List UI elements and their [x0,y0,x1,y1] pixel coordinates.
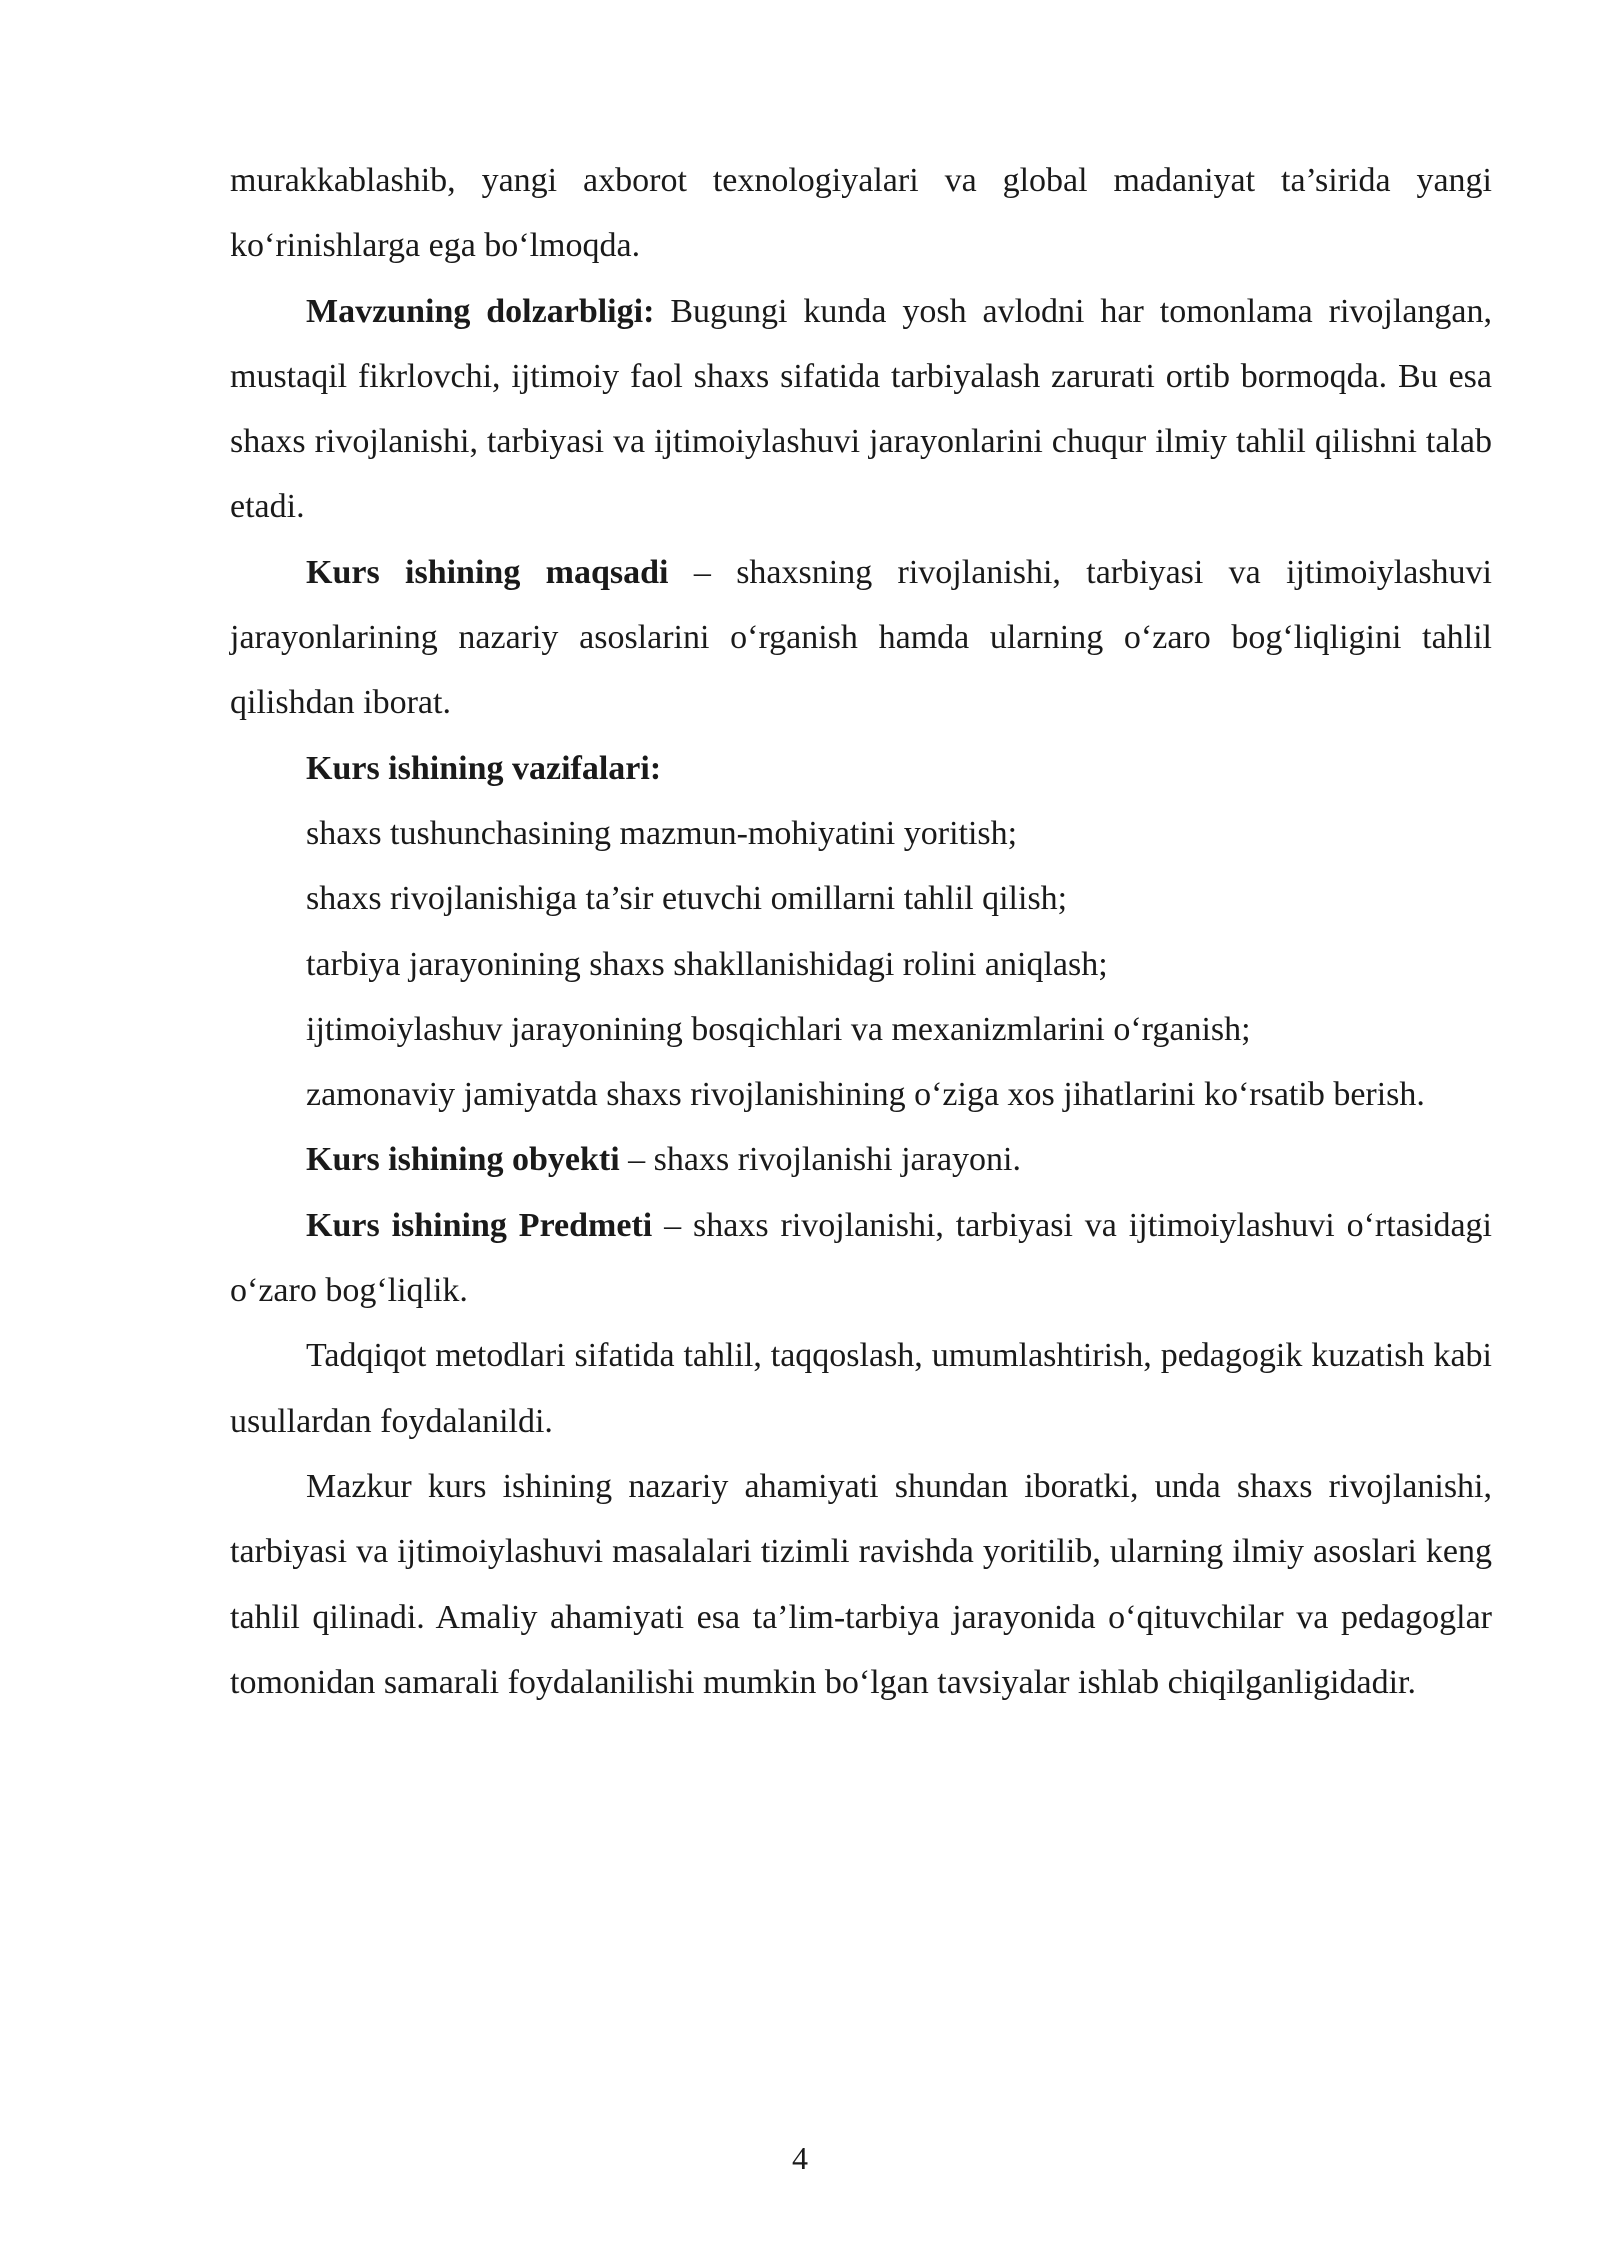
task-item: tarbiya jarayonining shaxs shakllanishidagi rolini aniqlash; [306,945,1108,983]
significance-text: Mazkur kurs ishining nazariy ahamiyati shundan iboratki, unda shaxs rivojlanishi, tarbiyasi va ijtimoiylashuvi masalalari tizimli ravishda yoritilib, ularning ilmiy asoslari keng tahlil qilinadi. Amaliy ahamiyati esa ta’lim-tarbiya jarayonida o‘qituvchilar va pedagoglar tomonidan samarali foydalanilishi mumkin bo‘lgan tavsiyalar ishlab chiqilganligidadir. [230,1467,1492,1701]
tasks-heading: Kurs ishining vazifalari: [306,749,662,787]
goal-text: – shaxsning rivojlanishi, tarbiyasi va ijtimoiylashuvi jarayonlarining nazariy asoslarini o‘rganish hamda ularning o‘zaro bog‘liqligini tahlil qilishdan iborat. [230,553,1493,722]
task-item: zamonaviy jamiyatda shaxs rivojlanishining o‘ziga xos jihatlarini ko‘rsatib berish. [306,1076,1425,1114]
relevance-text: Bugungi kunda yosh avlodni har tomonlama rivojlangan, mustaqil fikrlovchi, ijtimoiy faol shaxs sifatida tarbiyalash zarurati ortib bormoqda. Bu esa shaxs rivojlanishi, tarbiyasi va ijtimoiylashuvi jarayonlarini chuqur ilmiy tahlil qilishni talab etadi. [230,292,1492,526]
page-number: 4 [792,2140,808,2176]
object-heading: Kurs ishining obyekti [306,1141,620,1179]
paragraph-methods [230,1323,1492,1454]
goal-heading: Kurs ishining maqsadi [306,553,669,591]
task-item: shaxs tushunchasining mazmun-mohiyatini yoritish; [306,814,1018,852]
task-item: shaxs rivojlanishiga ta’sir etuvchi omillarni tahlil qilish; [306,880,1068,918]
object-text: – shaxs rivojlanishi jarayoni. [619,1141,1021,1179]
paragraph-subject [230,1193,1492,1324]
methods-text: Tadqiqot metodlari sifatida tahlil, taqqoslash, umumlashtirish, pedagogik kuzatish kabi usullardan foydalanildi. [230,1337,1492,1440]
paragraph-tasks-heading [230,736,1492,801]
subject-heading: Kurs ishining Predmeti [306,1206,653,1244]
paragraph-significance [230,1454,1492,1715]
task-item: ijtimoiylashuv jarayonining bosqichlari va mexanizmlarini o‘rganish; [306,1010,1251,1048]
page-body [230,148,1492,1715]
paragraph-relevance [230,279,1492,540]
relevance-heading: Mavzuning dolzarbligi: [306,292,655,330]
subject-text: – shaxs rivojlanishi, tarbiyasi va ijtimoiylashuvi o‘rtasidagi o‘zaro bog‘liqlik. [230,1206,1492,1310]
paragraph-text: murakkablashib, yangi axborot texnologiyalari va global madaniyat ta’sirida yangi ko‘rinishlarga ega bo‘lmoqda. [230,162,1492,265]
paragraph-goal [230,540,1492,736]
paragraph-continuation [230,148,1492,279]
paragraph-object [230,1127,1492,1192]
